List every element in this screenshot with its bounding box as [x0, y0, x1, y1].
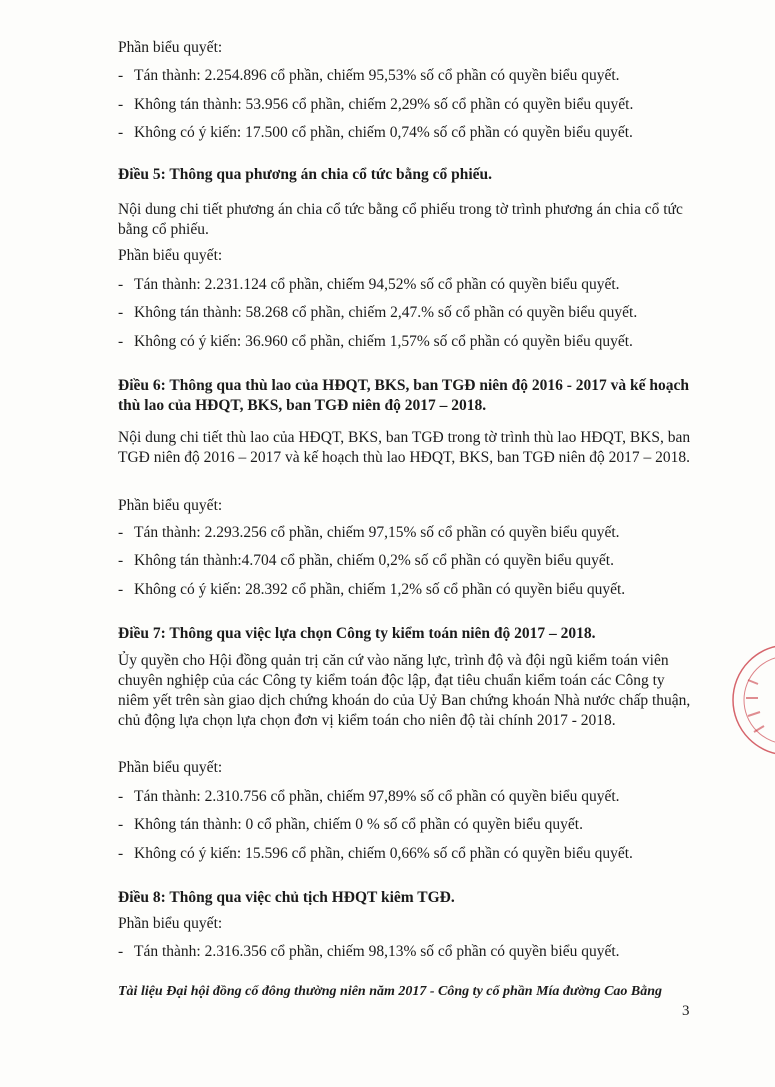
vote-label: Phần biểu quyết:	[118, 247, 223, 264]
vote-item: - Không tán thành: 53.956 cổ phần, chiếm 2,29% số cổ phần có quyền biểu quyết.	[118, 96, 634, 113]
vote-label: Phần biểu quyết:	[118, 497, 223, 514]
vote-item: - Tán thành: 2.254.896 cổ phần, chiếm 95,53% số cổ phần có quyền biểu quyết.	[118, 67, 620, 84]
vote-item: - Không có ý kiến: 36.960 cổ phần, chiếm 1,57% số cổ phần có quyền biểu quyết.	[118, 333, 633, 350]
page-footer: Tài liệu Đại hội đồng cổ đông thường niên năm 2017 - Công ty cổ phần Mía đường Cao Bằng	[118, 984, 663, 999]
company-seal-stamp-icon	[728, 640, 775, 790]
vote-item: - Không tán thành:4.704 cổ phần, chiếm 0,2% số cổ phần có quyền biểu quyết.	[118, 552, 614, 569]
section-body: Nội dung chi tiết phương án chia cổ tức bằng cổ phiếu trong tờ trình phương án chia cổ tức bằng cổ phiếu.	[118, 201, 683, 238]
vote-label: Phần biểu quyết:	[118, 39, 223, 56]
section-heading: Điều 5: Thông qua phương án chia cổ tức bằng cổ phiếu.	[118, 166, 493, 183]
vote-item: - Không tán thành: 0 cổ phần, chiếm 0 % số cổ phần có quyền biểu quyết.	[118, 816, 583, 833]
vote-item: - Tán thành: 2.231.124 cổ phần, chiếm 94,52% số cổ phần có quyền biểu quyết.	[118, 276, 620, 293]
vote-item: - Không có ý kiến: 28.392 cổ phần, chiếm 1,2% số cổ phần có quyền biểu quyết.	[118, 581, 626, 598]
section-body: Ủy quyền cho Hội đồng quản trị căn cứ vào năng lực, trình độ và đội ngũ kiểm toán viên chuyên nghiệp của các Công ty kiểm toán độc lập, đạt tiêu chuẩn kiểm toán các Công ty niêm yết trên sàn giao dịch chứng khoán do của Uỷ Ban chứng khoán Nhà nước chấp thuận, chủ động lựa chọn lựa chọn đơn vị kiểm toán cho niên độ tài chính 2017 - 2018.	[118, 652, 691, 729]
vote-item: - Không có ý kiến: 15.596 cổ phần, chiếm 0,66% số cổ phần có quyền biểu quyết.	[118, 845, 633, 862]
section-body: Nội dung chi tiết thù lao của HĐQT, BKS, ban TGĐ trong tờ trình thù lao HĐQT, BKS, ban TGĐ niên độ 2016 – 2017 và kế hoạch thù lao HĐQT, BKS, ban TGĐ niên độ 2017 – 2018.	[118, 429, 691, 466]
section-heading: Điều 7: Thông qua việc lựa chọn Công ty kiểm toán niên độ 2017 – 2018.	[118, 625, 596, 642]
vote-label: Phần biểu quyết:	[118, 759, 223, 776]
section-heading: Điều 6: Thông qua thù lao của HĐQT, BKS, ban TGĐ niên độ 2016 - 2017 và kế hoạch thù lao của HĐQT, BKS, ban TGĐ niên độ 2017 – 2018.	[118, 377, 690, 414]
vote-item: - Tán thành: 2.293.256 cổ phần, chiếm 97,15% số cổ phần có quyền biểu quyết.	[118, 524, 620, 541]
vote-item: - Không tán thành: 58.268 cổ phần, chiếm 2,47.% số cổ phần có quyền biểu quyết.	[118, 304, 638, 321]
vote-item: - Không có ý kiến: 17.500 cổ phần, chiếm 0,74% số cổ phần có quyền biểu quyết.	[118, 124, 633, 141]
page-number: 3	[682, 1003, 690, 1019]
vote-item: - Tán thành: 2.316.356 cổ phần, chiếm 98,13% số cổ phần có quyền biểu quyết.	[118, 943, 620, 960]
vote-item: - Tán thành: 2.310.756 cổ phần, chiếm 97,89% số cổ phần có quyền biểu quyết.	[118, 788, 620, 805]
section-heading: Điều 8: Thông qua việc chủ tịch HĐQT kiêm TGĐ.	[118, 889, 455, 906]
vote-label: Phần biểu quyết:	[118, 915, 223, 932]
